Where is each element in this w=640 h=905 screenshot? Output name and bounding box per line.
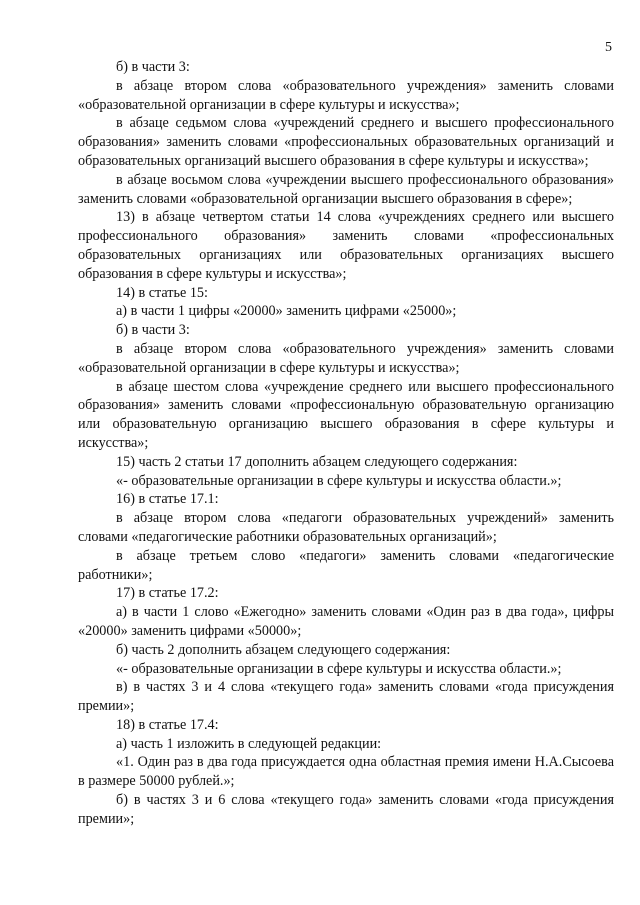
paragraph: 14) в статье 15: — [116, 284, 208, 301]
paragraph: б) в части 3: — [116, 59, 190, 75]
paragraph: «- образовательные организации в сфере культуры и искусства области.»; — [116, 660, 562, 677]
paragraph: «1. Один раз в два года присуждается одна областная премия имени Н.А.Сысоева в размере 50000 рублей.»; — [78, 754, 614, 790]
paragraph: б) в части 3: — [116, 322, 190, 339]
paragraph: в абзаце седьмом слова «учреждений среднего и высшего профессионального образования» заменить словами «профессиональных образовательных организаций и образовательных организаций высшего образования в сфере культуры и искусства»; — [78, 115, 614, 169]
page-number: 5 — [605, 40, 612, 55]
paragraph: 17) в статье 17.2: — [116, 585, 219, 602]
paragraph: б) часть 2 дополнить абзацем следующего содержания: — [116, 641, 451, 658]
paragraph: в абзаце втором слова «образовательного учреждения» заменить словами «образовательной организации в сфере культуры и искусства»; — [78, 340, 614, 376]
paragraph: а) в части 1 слово «Ежегодно» заменить словами «Один раз в два года», цифры «20000» заменить цифрами «50000»; — [78, 604, 614, 639]
paragraph: 16) в статье 17.1: — [116, 491, 219, 508]
paragraph: в абзаце втором слова «образовательного учреждения» заменить словами «образовательной организации в сфере культуры и искусства»; — [78, 77, 614, 113]
paragraph: в абзаце втором слова «педагоги образовательных учреждений» заменить словами «педагогические работники образовательных организаций»; — [78, 510, 614, 545]
document-body — [78, 58, 614, 829]
paragraph: 18) в статье 17.4: — [116, 716, 219, 733]
paragraph: в) в частях 3 и 4 слова «текущего года» заменить словами «года присуждения премии»; — [78, 679, 614, 715]
paragraph: 13) в абзаце четвертом статьи 14 слова «учреждениях среднего или высшего профессионального образования» заменить словами «профессиональных образовательных организациях или образовательных организациях высшего образования в сфере культуры и искусства»; — [78, 209, 614, 282]
paragraph: «- образовательные организации в сфере культуры и искусства области.»; — [116, 472, 562, 489]
paragraph: а) часть 1 изложить в следующей редакции: — [116, 735, 382, 752]
paragraph: а) в части 1 цифры «20000» заменить цифрами «25000»; — [116, 303, 457, 320]
paragraph: в абзаце третьем слово «педагоги» заменить словами «педагогические работники»; — [78, 547, 614, 583]
paragraph: в абзаце восьмом слова «учреждении высшего профессионального образования» заменить словами «образовательной организации высшего образования в сфере»; — [78, 171, 614, 207]
paragraph: в абзаце шестом слова «учреждение среднего или высшего профессионального образования» заменить словами «профессиональную образовательную организацию или образовательную организацию высшего образования в сфере культуры и искусства»; — [78, 378, 614, 451]
paragraph: б) в частях 3 и 6 слова «текущего года» заменить словами «года присуждения премии»; — [78, 792, 614, 827]
paragraph: 15) часть 2 статьи 17 дополнить абзацем следующего содержания: — [116, 453, 518, 470]
